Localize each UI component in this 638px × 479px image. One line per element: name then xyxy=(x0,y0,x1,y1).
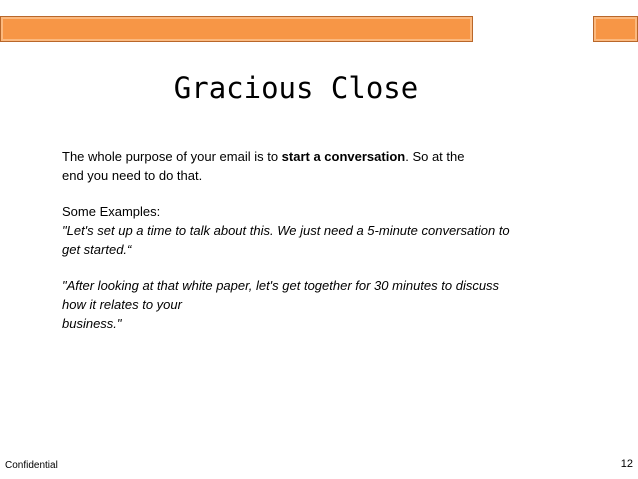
example-2-line-2: how it relates to your xyxy=(62,297,182,312)
page-number: 12 xyxy=(620,458,633,470)
header-accent-block xyxy=(593,16,638,42)
example-1-line-2: get started.“ xyxy=(62,242,132,257)
slide-title: Gracious Close xyxy=(173,71,419,105)
intro-text-end: . So at the xyxy=(405,149,465,164)
example-2-line-1: "After looking at that white paper, let's get together for 30 minutes to discuss xyxy=(62,278,500,293)
intro-line-1 xyxy=(62,147,582,166)
slide-body xyxy=(62,147,582,333)
example-1-line-1: "Let's set up a time to talk about this. We just need a 5-minute conversation to xyxy=(62,223,510,238)
intro-text: The whole purpose of your email is to xyxy=(62,149,282,164)
header-accent-bar xyxy=(0,16,473,42)
intro-emphasis: start a conversation xyxy=(281,149,406,164)
footer-confidential: Confidential xyxy=(5,460,58,471)
examples-heading: Some Examples: xyxy=(62,204,161,219)
intro-line-2: end you need to do that. xyxy=(62,168,203,183)
example-2-line-3: business." xyxy=(62,316,122,331)
